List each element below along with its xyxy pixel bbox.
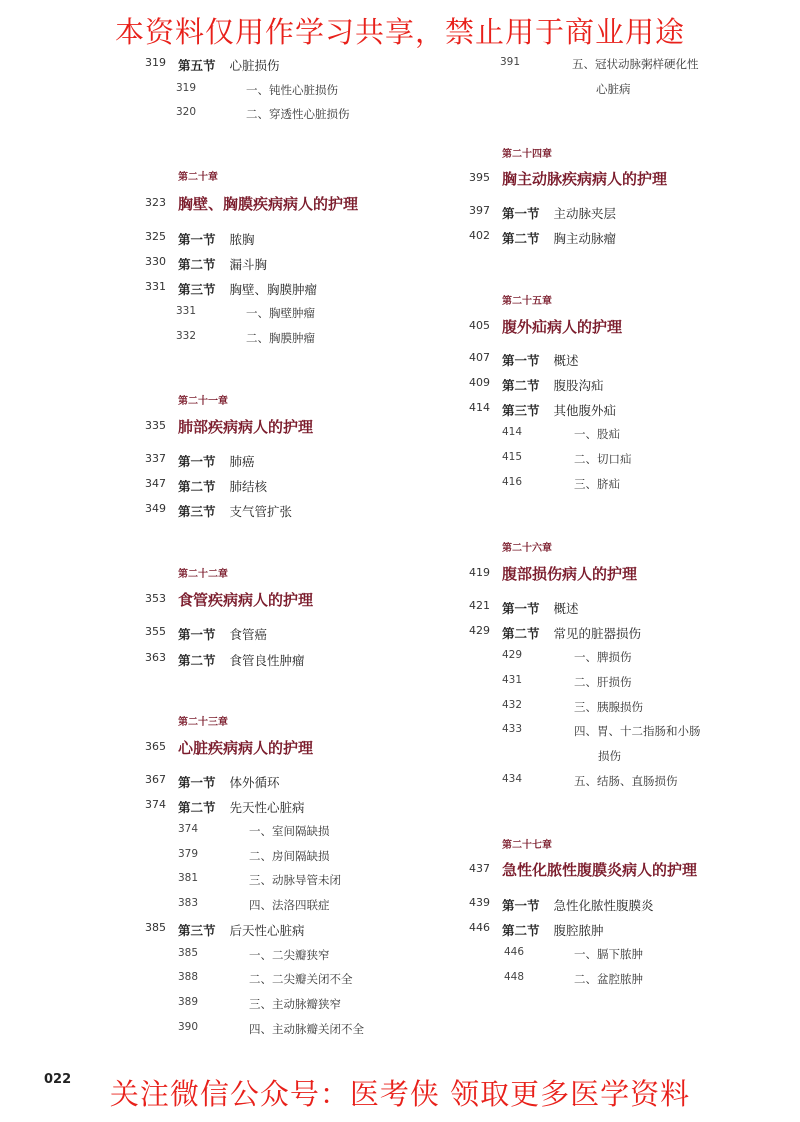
chapter-label: 第二十七章: [502, 840, 552, 851]
bottom-watermark-banner: 关注微信公众号：医考侠 领取更多医学资料: [109, 1077, 691, 1111]
chapter-label: 第二十章: [178, 172, 218, 183]
chapter-label: 第二十六章: [502, 543, 552, 554]
chapter-label: 第二十一章: [178, 396, 228, 407]
chapter-label: 第二十二章: [178, 569, 228, 580]
chapter-label: 第二十四章: [502, 149, 552, 160]
page-number: 022: [44, 1072, 72, 1087]
top-watermark-banner: 本资料仅用作学习共享，禁止用于商业用途: [114, 15, 685, 49]
chapter-label: 第二十三章: [178, 717, 228, 728]
chapter-label: 第二十五章: [502, 296, 552, 307]
